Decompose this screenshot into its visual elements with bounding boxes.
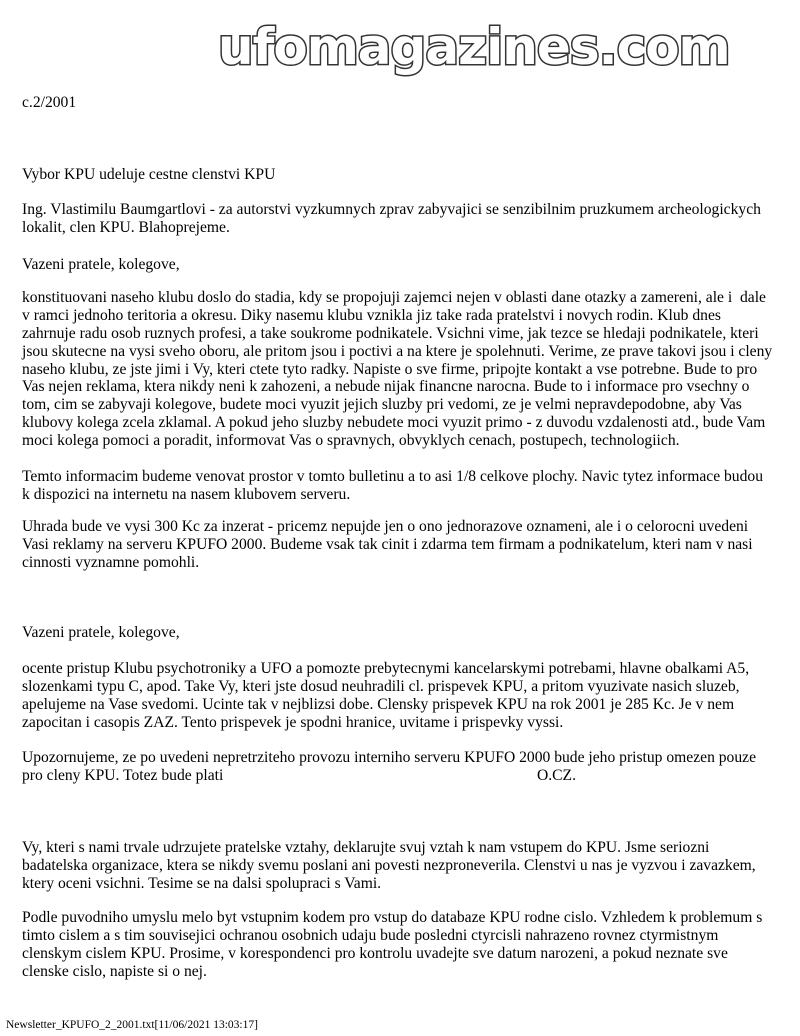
text-line: Vazeni pratele, kolegove, (22, 624, 180, 641)
text-line: clenske cislo, napiste si o nej. (22, 962, 207, 980)
text-line: Temto informacim budeme venovat prostor v tomto bulletinu a to asi 1/8 celkove plochy. Navic tytez informace budou (22, 468, 763, 485)
text-line: v ramci jednoho teritoria a okresu. Diky nasemu klubu vznikla jiz take rada pratelstvi i novych rodin. Klub dnes (22, 306, 721, 324)
text-line: Uhrada bude ve vysi 300 Kc za inzerat - pricemz nepujde jen o ono jednorazove oznameni, ale i o celorocni uvedeni (22, 518, 749, 535)
text-line: tom, cim se zabyvaji kolegove, budete moci vyuzit jejich sluzby pri vedomi, ze je velmi nepravdepodobne, aby Vas (22, 396, 742, 414)
text-line: klubovy kolega zcela zklamal. A pokud jeho sluzby nebudete moci vyuzit primo - z duvodu vzdalenosti atd., bude Vam (22, 414, 766, 432)
text-line: ocente pristup Klubu psychotroniky a UFO a pomozte prebytecnymi kancelarskymi potrebami, hlavne obalkami A5, (22, 660, 750, 677)
text-line: Vas nejen reklama, ktera nikdy neni k zahozeni, a nebude nijak financne narocna. Bude to i informace pro vsechny o (22, 378, 750, 396)
text-line: lokalit, clen KPU. Blahoprejeme. (22, 218, 230, 236)
text-line: jsou skutecne na vysi sveho oboru, ale pritom jsou i poctivi a na ktere je spolehnuti. Verime, ze prave takovi jsou i cleny (22, 342, 773, 360)
text-line: Vybor KPU udeluje cestne clenstvi KPU (22, 166, 276, 183)
paragraph (22, 256, 180, 274)
paragraph (22, 201, 761, 237)
text-line: zahrnuje radu osob ruznych profesi, a take soukrome podnikatele. Vsichni vime, jak tezce se hledaji podnikatele, kteri (22, 324, 759, 342)
text-line: Podle puvodniho umyslu melo byt vstupnim kodem pro vstup do databaze KPU rodne cislo. Vzhledem k problemum s (22, 909, 763, 926)
text-line: clenskym cislem KPU. Prosime, v korespondenci pro kontrolu uvadejte sve datum narozeni, a pokud neznate sve (22, 944, 728, 962)
text-line: apelujeme na Vase svedomi. Ucinte tak v nejblizsi dobe. Clensky prispevek KPU na rok 2001 je 285 Kc. Je v nem (22, 695, 735, 713)
page-footer: Newsletter_KPUFO_2_2001.txt[11/06/2021 13:03:17] (6, 1019, 258, 1031)
text-line: pro cleny KPU. Totez bude plati (22, 766, 224, 784)
text-line: naseho klubu, ze jste jimi i Vy, kteri ctete tyto radky. Napiste o sve firme, pripojte kontakt a vse potrebne. Bude to pro (22, 360, 758, 378)
text-line: badatelska organizace, ktera se nikdy svemu poslani ani povesti nezproneverila. Clenstvi u nas je vyzvou i zavazkem, (22, 856, 756, 874)
text-line: Ing. Vlastimilu Baumgartlovi - za autorstvi vyzkumnych zprav zabyvajici se senzibilnim pruzkumem archeologickych (22, 201, 761, 218)
paragraph (22, 749, 756, 785)
paragraph (22, 660, 749, 732)
text-line: Vy, kteri s nami trvale udrzujete pratelske vztahy, deklarujte svuj vztah k nam vstupem do KPU. Jsme seriozni (22, 839, 710, 856)
text-line: Upozornujeme, ze po uvedeni nepretrziteho provozu interniho serveru KPUFO 2000 bude jeho pristup omezen pouze (22, 749, 756, 766)
text-line: cinnosti vyznamne pomohli. (22, 553, 200, 571)
paragraph (22, 166, 275, 184)
text-line: zapocitan i casopis ZAZ. Tento prispevek je spodni hranice, uvitame i prispevky vyssi. (22, 713, 564, 731)
text-line: k dispozici na internetu na nasem klubovem serveru. (22, 485, 351, 503)
paragraph (22, 468, 763, 504)
text-line: Vasi reklamy na serveru KPUFO 2000. Budeme vsak tak cinit i zdarma tem firmam a podnikatelum, kteri nam v nasi (22, 535, 753, 553)
issue-number: c.2/2001 (22, 94, 77, 111)
text-line: konstituovani naseho klubu doslo do stadia, kdy se propojuji zajemci nejen v oblasti dane otazky a zamereni, ale i dale (22, 289, 766, 306)
text-line: slozenkami typu C, apod. Take Vy, kteri jste dosud neuhradili cl. prispevek KPU, a pritom vyuzivate nasich sluzeb, (22, 677, 740, 695)
text-line: Vazeni pratele, kolegove, (22, 256, 180, 273)
obscured-line-tail: O.CZ. (537, 767, 576, 784)
paragraph (22, 289, 772, 450)
paragraph (22, 518, 753, 572)
text-line: moci kolega pomoci a poradit, informovat Vas o spravnych, obvyklych cenach, postupech, technologiich. (22, 432, 680, 450)
text-line: ktery oceni vsichni. Tesime se na dalsi spolupraci s Vami. (22, 874, 382, 892)
paragraph (22, 624, 180, 642)
paragraph (22, 909, 762, 981)
paragraph (22, 839, 756, 893)
text-line: timto cislem a s tim souvisejici ochranou osobnich udaju bude posledni ctyrcisli nahrazeno rovnez ctyrmistnym (22, 926, 719, 944)
watermark-logo: ufomagazines.com (218, 18, 730, 76)
